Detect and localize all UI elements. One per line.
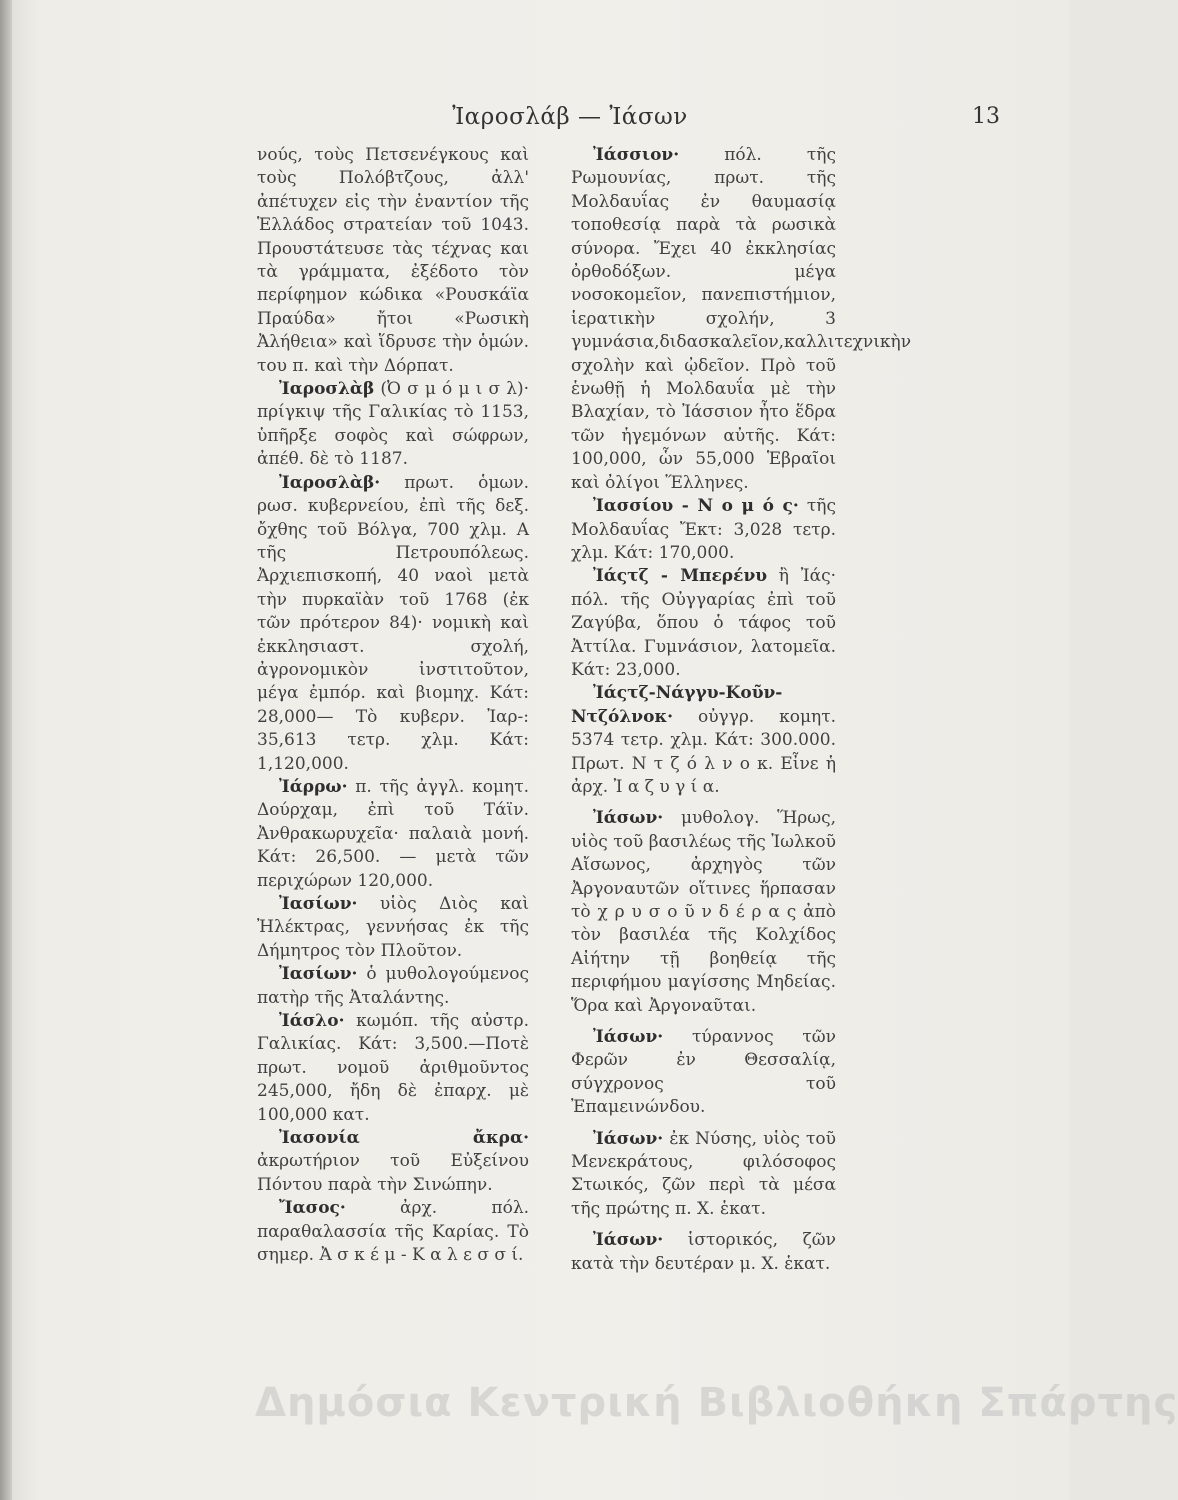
entry-headword: Ἰάςτζ-Νάγγυ-Κοῦν-Ντζόλνοκ· (571, 683, 783, 727)
entry-text: π. τῆς ἀγγλ. κομητ. Δούρχαμ, ἐπὶ τοῦ Τάϊν. Ἀνθρακωρυχεῖα· παλαιὰ μονή. Κάτ: 26,500. — μετὰ τῶν περιχώρων 120,000. (257, 776, 529, 891)
entry-text: μυθολογ. Ἥρως, υἱὸς τοῦ βασιλέως τῆς Ἰωλκοῦ Αἴσωνος, ἀρχηγὸς τῶν Ἀργοναυτῶν οἵτινες ἥρπασαν τὸ χ ρ υ σ ο ῦ ν δ έ ρ α ς ἀπὸ τὸν βασιλέα τῆς Κολχίδος Αἰήτην τῇ βοηθείᾳ τῆς περιφήμου μαγίσσης Μηδείας. Ὅρα καὶ Ἀργοναῦται. (571, 808, 836, 1016)
dictionary-entry (571, 807, 836, 1018)
dictionary-entry (257, 776, 529, 893)
library-watermark: Δημόσια Κεντρική Βιβλιοθήκη Σπάρτης (255, 1380, 1178, 1426)
dictionary-entry (257, 472, 529, 776)
entry-text: πόλ. τῆς Ρωμουνίας, πρωτ. τῆς Μολδαυΐας ἐν θαυμασίᾳ τοποθεσίᾳ παρὰ τὰ ρωσικὰ σύνορα. Ἔχει 40 ἐκκλησίας ὀρθοδόξων. μέγα νοσοκομεῖον, πανεπιστήμιον, ἱερατικὴν σχολήν, 3 γυμνάσια,διδασκαλεῖον,καλλιτεχνικὴν σχολὴν καὶ ᾠδεῖον. Πρὸ τοῦ ἑνωθῇ ἡ Μολδαυΐα μὲ τὴν Βλαχίαν, τὸ Ἰάσσιον ἦτο ἕδρα τῶν ἡγεμόνων αὐτῆς. Κάτ: 100,000, ὧν 55,000 Ἑβραῖοι καὶ ὀλίγοι Ἕλληνες. (571, 145, 912, 493)
running-header: Ἰαροσλάβ — Ἰάσων (452, 104, 688, 130)
entry-headword: Ἰάσων· (593, 1128, 664, 1149)
entry-headword: Ἴασος· (279, 1198, 346, 1219)
dictionary-entry (571, 682, 836, 799)
entry-text: ὁ μυθολογούμενος πατὴρ τῆς Ἀταλάντης. (257, 964, 529, 1008)
entry-headword: Ἰασίων· (279, 964, 358, 985)
entry-headword: Ἰάσων· (593, 1230, 664, 1251)
entry-text: τῆς Μολδαυΐας Ἔκτ: 3,028 τετρ. χλμ. Κάτ: 170,000. (571, 496, 837, 563)
dictionary-entry (571, 495, 836, 565)
right-column (571, 144, 912, 1276)
entry-text: τύραννος τῶν Φερῶν ἐν Θεσσαλίᾳ, σύγχρονος τοῦ Ἐπαμεινώνδου. (571, 1027, 836, 1118)
entry-text: υἱὸς Διὸς καὶ Ἠλέκτρας, γεννήσας ἐκ τῆς Δήμητρος τὸν Πλοῦτον. (257, 894, 529, 961)
left-column (257, 144, 529, 1268)
entry-text: ἀκρωτήριον τοῦ Εὐξείνου Πόντου παρὰ τὴν Σινώπην. (257, 1151, 529, 1195)
entry-headword: Ἰάσων· (593, 808, 664, 829)
dictionary-entry (257, 1010, 529, 1127)
dictionary-entry (571, 1026, 836, 1120)
dictionary-entry (571, 1128, 836, 1222)
entry-text: (Ὀ σ μ ό μ ι σ λ)· πρίγκιψ τῆς Γαλικίας τὸ 1153, ὑπῆρξε σοφὸς καὶ σώφρων, ἀπέθ. δὲ τὸ 1187. (257, 379, 530, 470)
entry-headword: Ἰασονία ἄκρα· (279, 1128, 529, 1149)
entry-text: ἐκ Νύσης, υἱὸς τοῦ Μενεκράτους, φιλόσοφος Στωικός, ζῶν περὶ τὰ μέσα τῆς πρώτης π. Χ. ἑκατ. (571, 1128, 836, 1219)
entry-headword: Ἰάσων· (593, 1027, 664, 1048)
entry-headword: Ἰαροσλὰβ (279, 379, 375, 400)
entry-headword: Ἰάρρω· (279, 776, 348, 797)
dictionary-entry (257, 893, 529, 963)
entry-text: κωμόπ. τῆς αὐστρ. Γαλικίας. Κάτ: 3,500.—Ποτὲ πρωτ. νομοῦ ἀριθμοῦντος 245,000, ἤδη δὲ ἐπαρχ. μὲ 100,000 κατ. (257, 1011, 529, 1125)
dictionary-entry (571, 1229, 836, 1276)
entry-text: οὐγγρ. κομητ. 5374 τετρ. χλμ. Κάτ: 300.000. Πρωτ. Ν τ ζ ό λ ν ο κ. Εἶνε ἡ ἀρχ. Ἰ α ζ υ γ ί α. (571, 706, 837, 797)
entry-text: ἱστορικός, ζῶν κατὰ τὴν δευτέραν μ. Χ. ἑκατ. (571, 1230, 837, 1274)
entry-text: ἢ Ἰάς· πόλ. τῆς Οὐγγαρίας ἐπὶ τοῦ Ζαγύβα, ὅπου ὁ τάφος τοῦ Ἀττίλα. Γυμνάσιον, λατομεῖα. Κάτ: 23,000. (571, 566, 836, 680)
entry-text: νούς, τοὺς Πετσενέγκους καὶ τοὺς Πολόβτζους, ἀλλ' ἀπέτυχεν εἰς τὴν ἐναντίον τῆς Ἑλλάδος στρατείαν τοῦ 1043. Προυστάτευσε τὰς τέχνας και τὰ γράμματα, ἐξέδοτο τὸν περίφημον κώδικα «Ρουσκάϊα Πραύδα» ἤτοι «Ρωσικὴ Ἀλήθεια» καὶ ἵδρυσε τὴν ὁμών. του π. καὶ τὴν Δόρπατ. (257, 145, 529, 376)
entry-text: πρωτ. ὁμων. ρωσ. κυβερνείου, ἐπὶ τῆς δεξ. ὄχθης τοῦ Βόλγα, 700 χλμ. Α τῆς Πετρουπόλεως. Ἀρχιεπισκοπή, 40 ναοὶ μετὰ τὴν πυρκαϊὰν τοῦ 1768 (ἐκ τῶν πρότερον 84)· νομικὴ καὶ ἐκκλησιαστ. σχολή, ἀγρονομικὸν ἰνστιτοῦτον, μέγα ἐμπόρ. καὶ βιομηχ. Κάτ: 28,000— Τὸ κυβερν. Ἰαρ-: 35,613 τετρ. χλμ. Κάτ: 1,120,000. (257, 472, 529, 774)
entry-headword: Ἰάσσιον· (593, 145, 680, 165)
dictionary-entry (257, 144, 529, 378)
dictionary-entry (257, 1127, 529, 1197)
entry-headword: Ἰασσίου - Ν ο μ ό ς· (593, 496, 799, 517)
entry-headword: Ἰαροσλὰβ· (279, 472, 381, 493)
dictionary-entry (571, 144, 912, 495)
dictionary-entry (257, 378, 529, 472)
entry-text: ἀρχ. πόλ. παραθαλασσία τῆς Καρίας. Τὸ σημερ. Ἀ σ κ έ μ - Κ α λ ε σ σ ί. (257, 1198, 530, 1266)
dictionary-entry (257, 1197, 529, 1267)
dictionary-entry (257, 963, 529, 1010)
entry-headword: Ἰάςτζ - Μπερένυ (593, 566, 768, 587)
page-number: 13 (972, 104, 1000, 129)
entry-headword: Ἰασίων· (279, 894, 358, 914)
dictionary-entry (571, 565, 836, 682)
entry-headword: Ἰάσλο· (279, 1011, 345, 1032)
book-spine-shadow (0, 0, 12, 1500)
